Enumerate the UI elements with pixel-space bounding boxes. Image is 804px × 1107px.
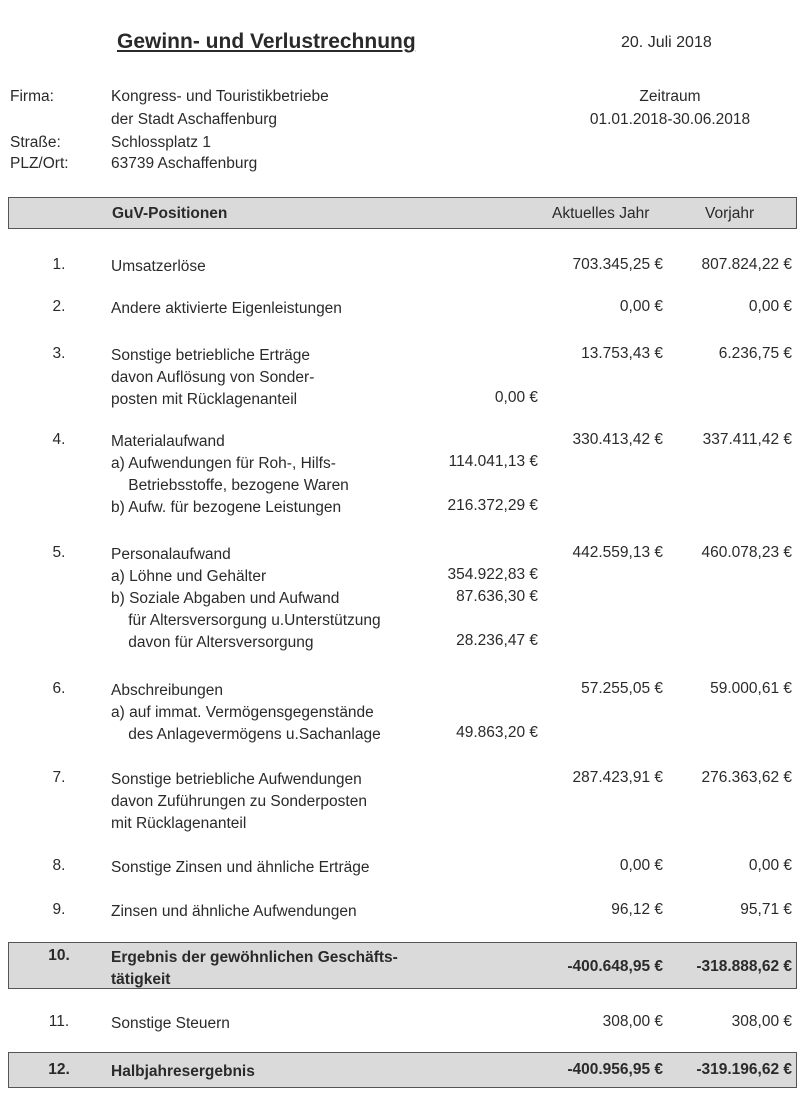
page-title: Gewinn- und Verlustrechnung	[117, 30, 416, 53]
current-year-value: 442.559,13 €	[572, 544, 663, 561]
current-year-value: 287.423,91 €	[572, 769, 663, 786]
current-year-value: 330.413,42 €	[572, 431, 663, 448]
plz-label: PLZ/Ort:	[10, 155, 69, 172]
firma-line-2: der Stadt Aschaffenburg	[111, 111, 278, 128]
previous-year-value: 337.411,42 €	[702, 431, 792, 448]
row-description: Halbjahresergebnis	[111, 1063, 255, 1080]
row-description: Betriebsstoffe, bezogene Waren	[111, 477, 349, 494]
row-description: a) auf immat. Vermögensgegenstände	[111, 704, 374, 721]
sub-amount: 49.863,20 €	[456, 724, 538, 741]
row-number: 6.	[52, 680, 66, 697]
row-description: Sonstige betriebliche Aufwendungen	[111, 771, 362, 788]
current-year-value: -400.648,95 €	[567, 958, 663, 975]
sub-amount: 216.372,29 €	[447, 497, 538, 514]
row-description: a) Löhne und Gehälter	[111, 568, 267, 585]
firma-label: Firma:	[10, 88, 54, 105]
row-description: b) Soziale Abgaben und Aufwand	[111, 590, 340, 607]
row-description: a) Aufwendungen für Roh-, Hilfs-	[111, 455, 336, 472]
previous-year-value: 276.363,62 €	[701, 769, 792, 786]
previous-year-value: -319.196,62 €	[696, 1061, 792, 1078]
sub-amount: 87.636,30 €	[456, 588, 538, 605]
plz-value: 63739 Aschaffenburg	[111, 155, 258, 172]
row-description: davon für Altersversorgung	[111, 634, 314, 651]
row-description: Sonstige betriebliche Erträge	[111, 347, 311, 364]
row-description: für Altersversorgung u.Unterstützung	[111, 612, 381, 629]
row-description: Abschreibungen	[111, 682, 224, 699]
previous-year-value: 6.236,75 €	[718, 345, 792, 362]
current-year-value: 703.345,25 €	[572, 256, 663, 273]
previous-year-value: 0,00 €	[748, 857, 792, 874]
row-description: Zinsen und ähnliche Aufwendungen	[111, 903, 357, 920]
row-description: tätigkeit	[111, 971, 171, 988]
current-year-value: 308,00 €	[602, 1013, 663, 1030]
row-number: 2.	[52, 298, 66, 315]
header-current-year: Aktuelles Jahr	[552, 205, 650, 222]
current-year-value: 96,12 €	[611, 901, 663, 918]
row-description: mit Rücklagenanteil	[111, 815, 247, 832]
row-description: Umsatzerlöse	[111, 258, 206, 275]
sub-amount: 28.236,47 €	[456, 632, 538, 649]
table-header	[8, 197, 797, 229]
row-description: Materialaufwand	[111, 433, 225, 450]
firma-line-1: Kongress- und Touristikbetriebe	[111, 88, 329, 105]
strasse-value: Schlossplatz 1	[111, 134, 211, 151]
previous-year-value: 0,00 €	[748, 298, 792, 315]
row-number: 11.	[48, 1013, 70, 1030]
sub-amount: 354.922,83 €	[447, 566, 538, 583]
previous-year-value: 95,71 €	[740, 901, 792, 918]
row-description: davon Auflösung von Sonder-	[111, 369, 315, 386]
row-description: des Anlagevermögens u.Sachanlage	[111, 726, 381, 743]
row-description: posten mit Rücklagenanteil	[111, 391, 298, 408]
row-number: 4.	[52, 431, 66, 448]
report-date: 20. Juli 2018	[621, 34, 712, 51]
row-description: b) Aufw. für bezogene Leistungen	[111, 499, 342, 516]
row-description: Ergebnis der gewöhnlichen Geschäfts-	[111, 949, 398, 966]
row-number: 10.	[48, 947, 70, 964]
row-description: Sonstige Steuern	[111, 1015, 230, 1032]
sub-amount: 0,00 €	[494, 389, 538, 406]
header-positions: GuV-Positionen	[112, 205, 228, 222]
row-number: 7.	[52, 769, 66, 786]
row-description: davon Zuführungen zu Sonderposten	[111, 793, 367, 810]
row-description: Personalaufwand	[111, 546, 231, 563]
previous-year-value: 807.824,22 €	[701, 256, 792, 273]
current-year-value: 0,00 €	[619, 298, 663, 315]
row-number: 8.	[52, 857, 66, 874]
period-label: Zeitraum	[639, 88, 701, 105]
sub-amount: 114.041,13 €	[448, 453, 538, 470]
row-number: 1.	[52, 256, 66, 273]
row-number: 9.	[52, 901, 66, 918]
period-range: 01.01.2018-30.06.2018	[589, 111, 751, 128]
previous-year-value: 308,00 €	[731, 1013, 792, 1030]
current-year-value: -400.956,95 €	[567, 1061, 663, 1078]
header-previous-year: Vorjahr	[705, 205, 755, 222]
row-description: Andere aktivierte Eigenleistungen	[111, 300, 342, 317]
row-number: 12.	[48, 1061, 70, 1078]
previous-year-value: 59.000,61 €	[710, 680, 792, 697]
previous-year-value: 460.078,23 €	[701, 544, 792, 561]
row-description: Sonstige Zinsen und ähnliche Erträge	[111, 859, 370, 876]
current-year-value: 57.255,05 €	[581, 680, 663, 697]
row-number: 3.	[52, 345, 66, 362]
current-year-value: 0,00 €	[619, 857, 663, 874]
strasse-label: Straße:	[10, 134, 61, 151]
current-year-value: 13.753,43 €	[581, 345, 663, 362]
row-number: 5.	[52, 544, 66, 561]
previous-year-value: -318.888,62 €	[696, 958, 792, 975]
